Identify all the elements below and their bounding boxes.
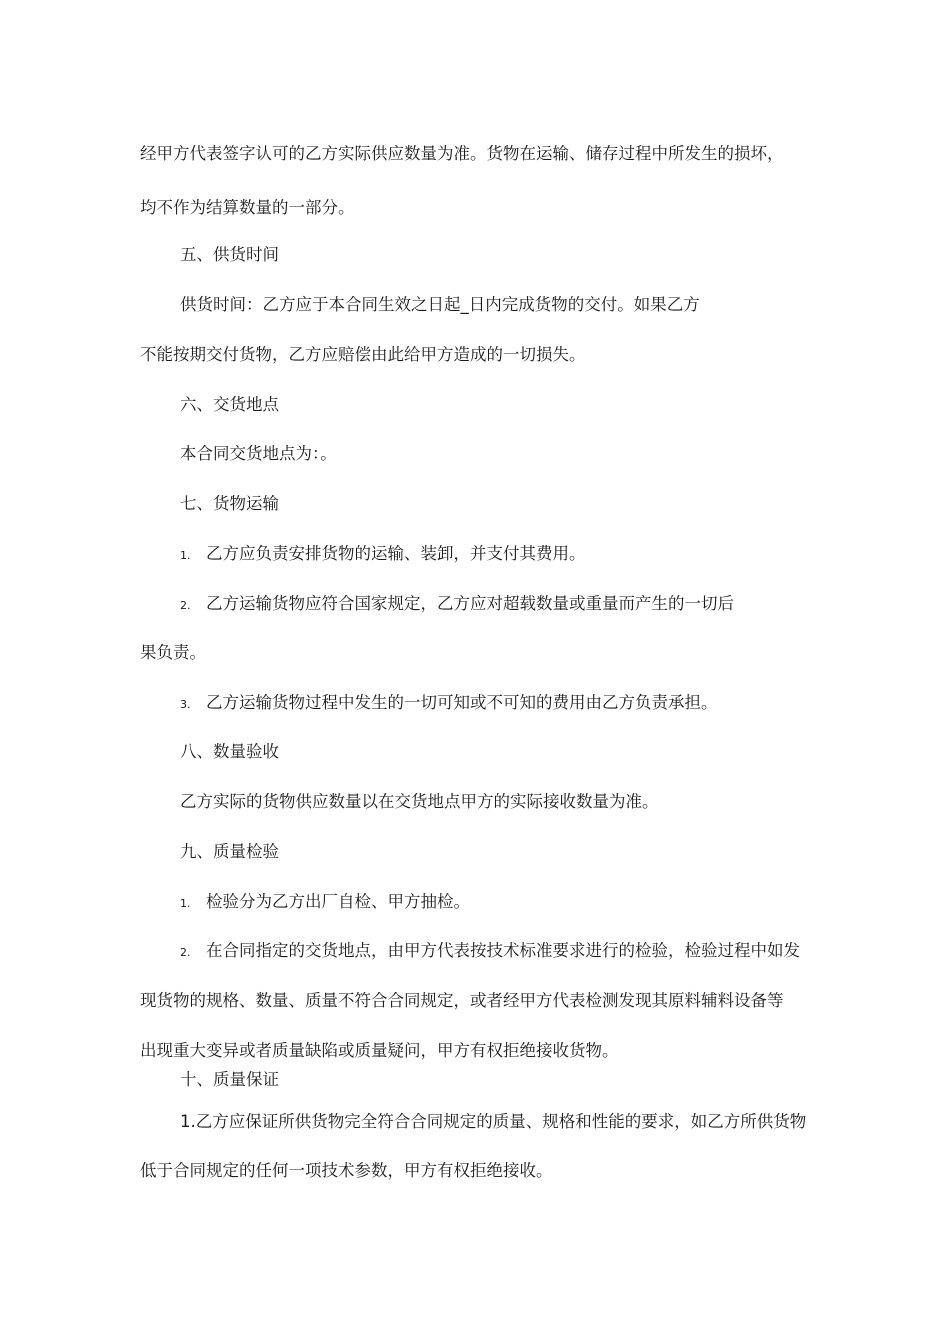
list-number: 1. [180, 897, 191, 910]
text-line: 低于合同规定的任何一项技术参数，甲方有权拒绝接收。 [140, 1161, 553, 1180]
section-heading: 六、交货地点 [180, 395, 279, 414]
text-line: 1.乙方应保证所供货物完全符合合同规定的质量、规格和性能的要求，如乙方所供货物 [180, 1112, 807, 1131]
list-number: 2. [180, 946, 191, 959]
list-number: 1. [180, 549, 191, 562]
list-item [180, 693, 718, 715]
list-item [180, 544, 586, 566]
list-number: 2. [180, 599, 191, 612]
section-heading: 十、质量保证 [180, 1070, 279, 1089]
list-item-text: 乙方运输货物过程中发生的一切可知或不可知的费用由乙方负责承担。 [206, 693, 718, 712]
list-item-text: 检验分为乙方出厂自检、甲方抽检。 [206, 892, 470, 911]
list-number: 3. [180, 698, 191, 711]
list-item-text: 乙方应负责安排货物的运输、装卸，并支付其费用。 [206, 544, 586, 563]
text-line: 现货物的规格、数量、质量不符合合同规定，或者经甲方代表检测发现其原料辅料设备等 [140, 991, 784, 1010]
list-item-text: 乙方运输货物应符合国家规定，乙方应对超载数量或重量而产生的一切后 [206, 594, 734, 613]
text-line: 经甲方代表签字认可的乙方实际供应数量为准。货物在运输、储存过程中所发生的损坏， [140, 144, 784, 163]
text-line: 出现重大变异或者质量缺陷或质量疑问，甲方有权拒绝接收货物。 [140, 1041, 619, 1060]
text-line: 均不作为结算数量的一部分。 [140, 198, 355, 217]
text-line: 乙方实际的货物供应数量以在交货地点甲方的实际接收数量为准。 [180, 792, 659, 811]
list-item [180, 892, 470, 914]
section-heading: 九、质量检验 [180, 842, 279, 861]
text-line: 本合同交货地点为：。 [180, 444, 337, 463]
text-line: 不能按期交付货物，乙方应赔偿由此给甲方造成的一切损失。 [140, 345, 586, 364]
text-line: 果负责。 [140, 643, 206, 662]
list-item-text: 在合同指定的交货地点，由甲方代表按技术标准要求进行的检验，检验过程中如发 [206, 941, 800, 960]
text-line: 供货时间：乙方应于本合同生效之日起_日内完成货物的交付。如果乙方 [180, 295, 700, 314]
section-heading: 七、货物运输 [180, 494, 279, 513]
section-heading: 八、数量验收 [180, 742, 279, 761]
section-heading: 五、供货时间 [180, 245, 279, 264]
list-item [180, 941, 800, 963]
list-item [180, 594, 734, 616]
